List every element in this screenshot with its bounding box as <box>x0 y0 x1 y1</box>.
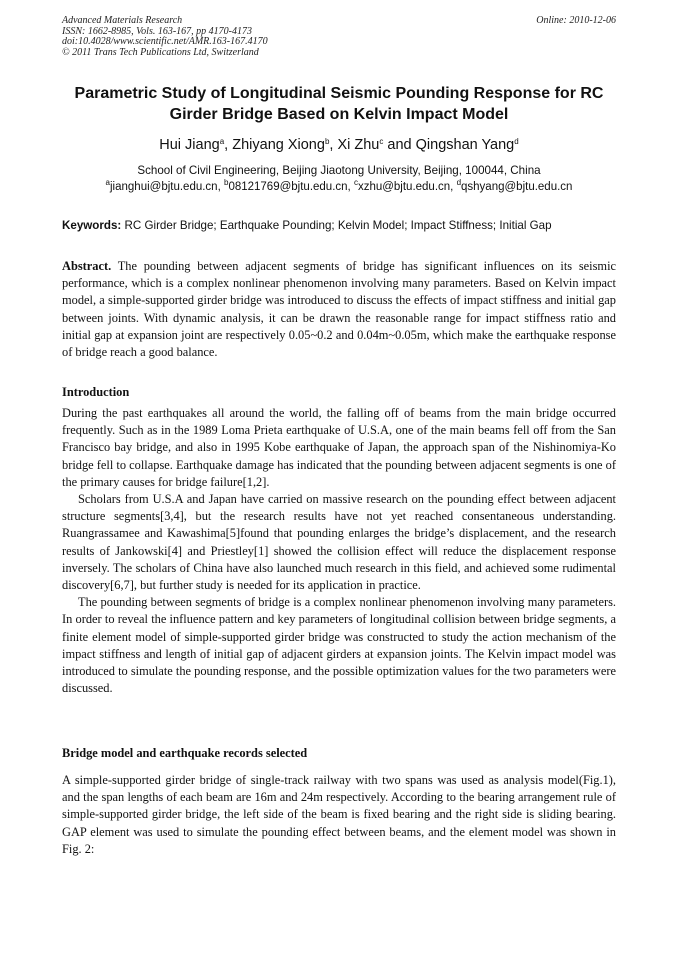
paragraph: During the past earthquakes all around the world, the falling off of beams from the main bridge occurred frequently. Such as in the 1989 Loma Prieta earthquake of U.S.A, one of the main beams fell off from the San Francisco bay bridge, and also in 1995 Kobe earthquake of Japan, the approach span of the Nishinomiya-Ko bridge fell to collapse. Earthquake damage has indicated that the pounding between adjacent segments is one of the primary causes for bridge failure[1,2]. <box>62 406 616 489</box>
author-mark: b <box>324 137 330 146</box>
author-name: Qingshan Yang <box>415 137 515 153</box>
author-name: Zhiyang Xiong <box>232 137 325 153</box>
author-emails: $^a$jianghui@bjtu.edu.cn, $^b$08121769@bjtu.edu.cn, $^c$xzhu@bjtu.edu.cn, $^d$qshyang@bjtu.edu.cn <box>105 178 573 193</box>
section-heading-introduction: Introduction <box>62 385 130 399</box>
author-mark: d <box>514 137 519 146</box>
abstract-label: Abstract. <box>62 259 112 273</box>
email-address: qshyang@bjtu.edu.cn <box>461 181 573 193</box>
paragraph: A simple-supported girder bridge of single-track railway with two spans was used as analysis model(Fig.1), and the span lengths of each beam are 16m and 24m respectively. According to the bearing arrangement rule of simple-supported girder bridge, the left side of the beam is fixed bearing and the right side is sliding bearing. GAP element was used to simulate the pounding effect between beams, and the element model was shown in Fig. 2: <box>62 773 616 856</box>
author-name: Xi Zhu <box>337 137 380 153</box>
keywords-text: RC Girder Bridge; Earthquake Pounding; Kelvin Model; Impact Stiffness; Initial Gap <box>124 219 552 232</box>
doi-line: doi:10.4028/www.scientific.net/AMR.163-167.4170 <box>62 36 268 47</box>
keywords-label: Keywords: <box>62 219 122 232</box>
author-name: Hui Jiang <box>159 137 220 153</box>
issn-line: ISSN: 1662-8985, Vols. 163-167, pp 4170-4173 <box>62 25 252 37</box>
journal-name: Advanced Materials Research <box>62 15 183 26</box>
author-list <box>62 136 616 154</box>
online-date: Online: 2010-12-06 <box>536 15 616 26</box>
email-mark: c <box>353 178 358 187</box>
publication-header <box>62 16 422 58</box>
copyright-line: © 2011 Trans Tech Publications Ltd, Switzerland <box>62 46 259 58</box>
paragraph: Scholars from U.S.A and Japan have carried on massive research on the pounding effect between adjacent structure segments[3,4], but the research results have not yet reached consentaneous understanding. Ruangrassamee and Kawashima[5]found that pounding enlarges the bridge’s displacement, and the research results of Jankowski[4] and Priestley[1] showed the collision effect will reduce the displacement response inversely. The scholars of China have also launched much research in this field, and achieved some rudimental discovery[6,7], but further study is needed for its application in practice. <box>62 492 616 593</box>
keywords <box>62 219 616 233</box>
author-mark: c <box>379 137 384 146</box>
author-separator: , <box>224 137 233 153</box>
email-address: 08121769@bjtu.edu.cn <box>228 181 348 193</box>
bridge-model-body <box>62 772 616 858</box>
author-separator: , <box>329 137 338 153</box>
abstract-text: The pounding between adjacent segments of bridge has significant influences on its seismic performance, which is a complex nonlinear phenomenon involving many parameters. Based on Kelvin impact model, a simple-supported girder bridge was introduced to discuss the effects of impact stiffness and initial gap between joints. With dynamic analysis, it can be drawn the reasonable range for impact stiffness ratio and initial gap at expansion joint are respectively 0.05~0.2 and 0.04m~0.05m, which make the earthquake response of bridge reach a good balance. <box>62 259 617 360</box>
introduction-body <box>62 405 616 697</box>
email-address: jianghui@bjtu.edu.cn <box>110 181 218 193</box>
abstract <box>62 258 616 361</box>
email-mark: d <box>456 178 462 187</box>
email-mark: b <box>223 178 229 187</box>
email-address: xzhu@bjtu.edu.cn <box>357 181 451 193</box>
paper-title: Parametric Study of Longitudinal Seismic Pounding Response for RC Girder Bridge Based on Kelvin Impact Model <box>74 85 604 123</box>
email-mark: a <box>105 178 110 187</box>
affiliation: School of Civil Engineering, Beijing Jiaotong University, Beijing, 100044, China <box>137 164 541 177</box>
author-mark: a <box>219 137 225 146</box>
author-conjunction: and <box>383 137 416 153</box>
section-heading-bridge-model: Bridge model and earthquake records selected <box>62 746 308 760</box>
paragraph: The pounding between segments of bridge is a complex nonlinear phenomenon involving many parameters. In order to reveal the influence pattern and key parameters of longitudinal collision between bridge segments, a finite element model of simple-supported girder bridge was constructed to study the action mechanism of the impact stiffness and length of initial gap of adjacent girders at expansion joints. The Kelvin impact model was introduced to simulate the pounding response, and the possible optimization values for the two parameters were discussed. <box>62 595 616 696</box>
